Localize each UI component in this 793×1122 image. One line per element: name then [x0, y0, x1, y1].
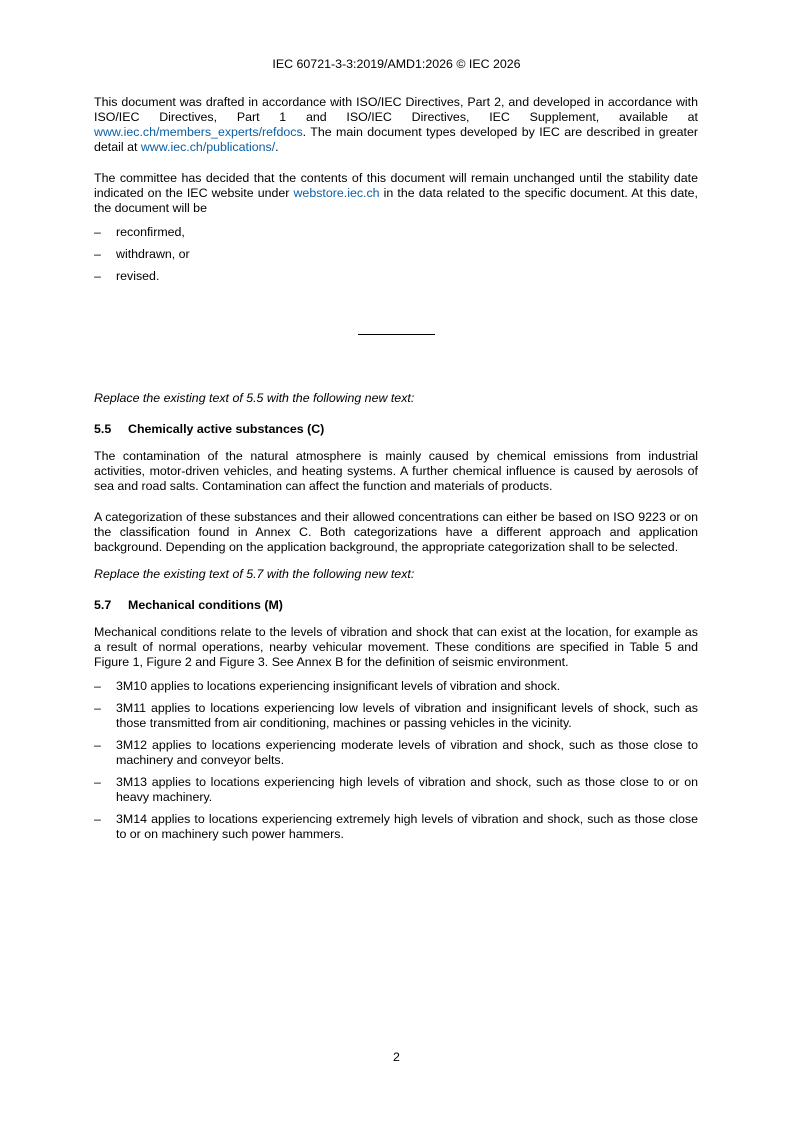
section-title: Mechanical conditions (M) — [128, 598, 283, 612]
instruction-57: Replace the existing text of 5.7 with the following new text: — [94, 567, 415, 581]
class-description: 3M14 applies to locations experiencing extremely high levels of vibration and shock, such as those close to or on machinery such power hammers. — [116, 812, 698, 841]
dash-marker: – — [94, 701, 101, 715]
dash-marker: – — [94, 225, 101, 239]
section-number: 5.5 — [94, 422, 112, 436]
separator-line — [358, 334, 435, 335]
mechanical-class-list — [94, 679, 698, 842]
list-item — [94, 225, 698, 240]
list-item — [94, 738, 698, 768]
section-number: 5.7 — [94, 598, 112, 612]
dash-marker: – — [94, 738, 101, 752]
page-number: 2 — [393, 1050, 400, 1064]
dash-marker: – — [94, 812, 101, 826]
drafting-text-part1: This document was drafted in accordance with ISO/IEC Directives, Part 2, and developed in accordance with ISO/IEC Directives, Part 1 and ISO/IEC Directives, IEC Supplement, available at — [94, 95, 698, 124]
stability-options-list — [94, 225, 698, 284]
list-item — [94, 775, 698, 805]
stability-text-part2: in the data related to the specific document. At this date, the document will be — [94, 186, 698, 215]
list-item — [94, 247, 698, 262]
refdocs-link[interactable]: www.iec.ch/members_experts/refdocs — [94, 125, 303, 139]
list-item — [94, 269, 698, 284]
dash-marker: – — [94, 679, 101, 693]
document-body — [94, 95, 698, 849]
class-description: 3M12 applies to locations experiencing moderate levels of vibration and shock, such as those close to machinery and conveyor belts. — [116, 738, 698, 767]
dash-marker: – — [94, 775, 101, 789]
drafting-text-part2: . The main document types developed by IEC are described in greater detail at — [94, 125, 698, 154]
class-description: 3M11 applies to locations experiencing low levels of vibration and insignificant levels of shock, such as those transmitted from air conditioning, machines or passing vehicles in the vicinity. — [116, 701, 698, 730]
list-item — [94, 701, 698, 731]
drafting-paragraph — [94, 95, 698, 155]
stability-text-part1: The committee has decided that the contents of this document will remain unchanged until the stability date indicated on the IEC website under — [94, 171, 698, 200]
mechanical-paragraph: Mechanical conditions relate to the levels of vibration and shock that can exist at the location, for example as a result of normal operations, nearby vehicular movement. These conditions are specified in Table 5 and Figure 1, Figure 2 and Figure 3. See Annex B for the definition of seismic environment. — [94, 625, 698, 669]
dash-marker: – — [94, 247, 101, 261]
section-heading-55 — [94, 422, 698, 437]
dash-marker: – — [94, 269, 101, 283]
option-text: reconfirmed, — [116, 225, 185, 239]
class-description: 3M13 applies to locations experiencing high levels of vibration and shock, such as those close to or on heavy machinery. — [116, 775, 698, 804]
list-item — [94, 679, 698, 694]
chemical-paragraph-2: A categorization of these substances and their allowed concentrations can either be based on ISO 9223 or on the classification found in Annex C. Both categorizations have a different approach and application background. Depending on the application background, the appropriate categorization shall to be selected. — [94, 510, 698, 554]
option-text: withdrawn, or — [116, 247, 190, 261]
publications-link[interactable]: www.iec.ch/publications/ — [140, 140, 276, 154]
chemical-paragraph-1: The contamination of the natural atmosphere is mainly caused by chemical emissions from industrial activities, motor-driven vehicles, and heating systems. A further chemical influence is caused by aerosols of sea and road salts. Contamination can affect the function and materials of products. — [94, 449, 698, 493]
stability-paragraph — [94, 171, 698, 216]
drafting-text-part3: . — [275, 140, 279, 154]
class-description: 3M10 applies to locations experiencing insignificant levels of vibration and shock. — [116, 679, 561, 693]
section-title: Chemically active substances (C) — [128, 422, 325, 436]
webstore-link[interactable]: webstore.iec.ch — [293, 186, 380, 200]
list-item — [94, 812, 698, 842]
page-header: IEC 60721-3-3:2019/AMD1:2026 © IEC 2026 — [272, 57, 521, 71]
option-text: revised. — [116, 269, 160, 283]
instruction-55: Replace the existing text of 5.5 with the following new text: — [94, 391, 415, 405]
section-heading-57 — [94, 598, 698, 613]
